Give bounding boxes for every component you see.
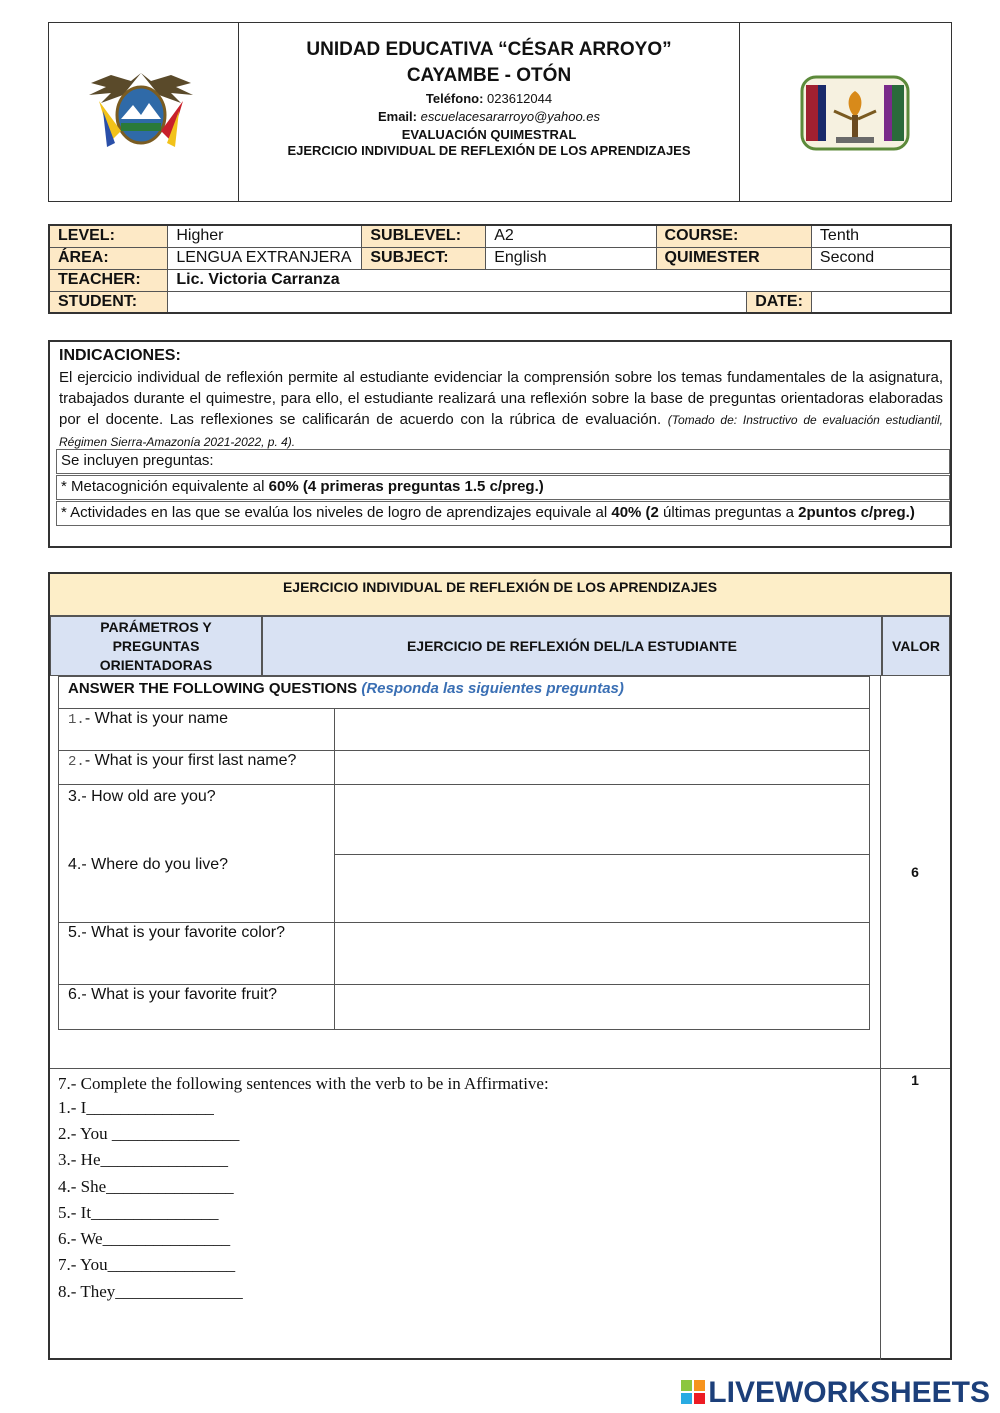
indications-box [48,340,952,548]
metacognition-row [56,475,950,500]
document-header [48,22,952,202]
indications-title: INDICACIONES: [59,347,181,364]
school-emblem-icon [800,71,910,155]
student-field[interactable] [168,291,747,313]
answer-4-field[interactable] [336,856,868,920]
student-info-table [48,224,952,314]
level-value: Higher [168,225,362,247]
answer-5-field[interactable] [336,924,868,982]
sentence-2[interactable]: 2.- You _______________ [58,1124,240,1143]
included-questions-row: Se incluyen preguntas: [56,449,950,474]
liveworksheets-brand[interactable] [681,1376,990,1410]
question-5: 5.- What is your favorite color? [68,924,285,941]
right-logo-cell [739,23,951,201]
course-label: COURSE: [656,225,811,247]
exercise-header-title: EJERCICIO INDIVIDUAL DE REFLEXIÓN DE LOS APRENDIZAJES [287,143,691,158]
metacognition-weight: 60% (4 primeras preguntas 1.5 c/preg.) [268,478,544,495]
row-line [334,854,870,855]
teacher-label: TEACHER: [49,269,168,291]
liveworksheets-logo-icon [681,1380,705,1404]
activities-weight: 40% (2 [611,504,659,521]
exercise-table [48,572,952,1360]
row-line [58,922,870,923]
info-row-level [49,225,951,247]
exercise-title: EJERCICIO INDIVIDUAL DE REFLEXIÓN DE LOS APRENDIZAJES [50,574,950,616]
row-line [58,750,870,751]
answer-1-field[interactable] [336,710,868,748]
sentence-7[interactable]: 7.- You_______________ [58,1255,236,1274]
student-label: STUDENT: [49,291,168,313]
question-3: 3.- How old are you? [68,788,216,805]
sublevel-value: A2 [486,225,656,247]
value-column-divider [880,676,881,1360]
subject-value: English [486,247,656,269]
quimester-value: Second [811,247,951,269]
question-1 [68,710,228,728]
phone-value: 023612044 [487,91,553,106]
question-7: 7.- Complete the following sentences with the verb to be in Affirmative: [58,1074,549,1093]
course-value: Tenth [811,225,951,247]
answer-6-field[interactable] [336,986,868,1028]
value-section-2: 1 [911,1072,919,1088]
activities-row [56,501,950,526]
column-header-parameters: PARÁMETROS Y PREGUNTAS ORIENTADORAS [50,616,262,676]
question-1-number: 1. [68,712,85,728]
instruction-spanish: (Responda las siguientes preguntas) [361,680,624,697]
sublevel-label: SUBLEVEL: [362,225,486,247]
subject-label: SUBJECT: [362,247,486,269]
indications-text: El ejercicio individual de reflexión permite al estudiante evidenciar la comprensión sobre los temas fundamentales de la asignatura, trabajados durante el quimestre, para ello, el estudiante realizará una reflexión sobre la base de preguntas orientadoras elaboradas por el docente. Las reflexiones se calificarán de acuerdo con la rúbrica de evaluación. [59,369,943,428]
school-phone [239,91,739,106]
question-answer-divider [334,708,335,1030]
evaluation-title: EVALUACIÓN QUIMESTRAL [401,127,577,142]
sentence-3[interactable]: 3.- He_______________ [58,1150,228,1169]
question-2-number: 2. [68,754,85,770]
school-email [239,109,739,124]
question-2-text: - What is your first last name? [84,752,297,769]
teacher-value: Lic. Victoria Carranza [168,269,951,291]
phone-label: Teléfono: [425,91,484,106]
question-2 [68,752,296,770]
brand-text: LIVEWORKSHEETS [708,1376,990,1409]
email-label: Email: [377,109,417,124]
level-label: LEVEL: [49,225,168,247]
school-name: UNIDAD EDUCATIVA “CÉSAR ARROYO” [306,39,672,60]
left-logo-cell [49,23,239,201]
ecuador-coat-of-arms-icon [81,71,201,151]
activities-text-2: últimas preguntas a [658,504,799,521]
question-1-text: - What is your name [84,710,228,727]
question-4: 4.- Where do you live? [68,856,229,873]
column-header-reflection: EJERCICIO DE REFLEXIÓN DEL/LA ESTUDIANTE [262,616,882,676]
sentence-5[interactable]: 5.- It_______________ [58,1203,219,1222]
sentence-6[interactable]: 6.- We_______________ [58,1229,231,1248]
metacognition-text: * Metacognición equivalente al [61,478,269,495]
question-6: 6.- What is your favorite fruit? [68,986,277,1003]
sentence-4[interactable]: 4.- She_______________ [58,1177,234,1196]
answer-2-field[interactable] [336,752,868,782]
value-section-1: 6 [911,864,919,880]
school-city: CAYAMBE - OTÓN [406,65,572,86]
instruction-text: ANSWER THE FOLLOWING QUESTIONS [68,680,358,697]
activities-text: * Actividades en las que se evalúa los niveles de logro de aprendizajes equivale al [61,504,612,521]
quimester-label: QUIMESTER [656,247,811,269]
area-label: ÁREA: [49,247,168,269]
column-header-value: VALOR [882,616,950,676]
answer-3-field[interactable] [336,786,868,852]
questions-instruction [68,680,624,697]
row-line [58,984,870,985]
row-line [58,708,870,709]
area-value: LENGUA EXTRANJERA [168,247,362,269]
indications-body [59,367,943,453]
indications-source: (Tomado de: Instructivo de evaluación estudiantil, Régimen Sierra-Amazonía 2021-2022, p. 4). [59,413,943,449]
header-text [239,23,739,201]
date-field[interactable] [811,291,951,313]
row-line [58,784,870,785]
section-divider [50,1068,950,1069]
sentence-1[interactable]: 1.- I_______________ [58,1098,214,1117]
activities-points: 2puntos c/preg.) [798,504,915,521]
info-row-teacher [49,269,951,291]
sentence-8[interactable]: 8.- They_______________ [58,1282,243,1301]
email-value: escuelacesararroyo@yahoo.es [420,109,601,124]
info-row-student [49,291,951,313]
info-row-area [49,247,951,269]
date-label: DATE: [747,291,812,313]
